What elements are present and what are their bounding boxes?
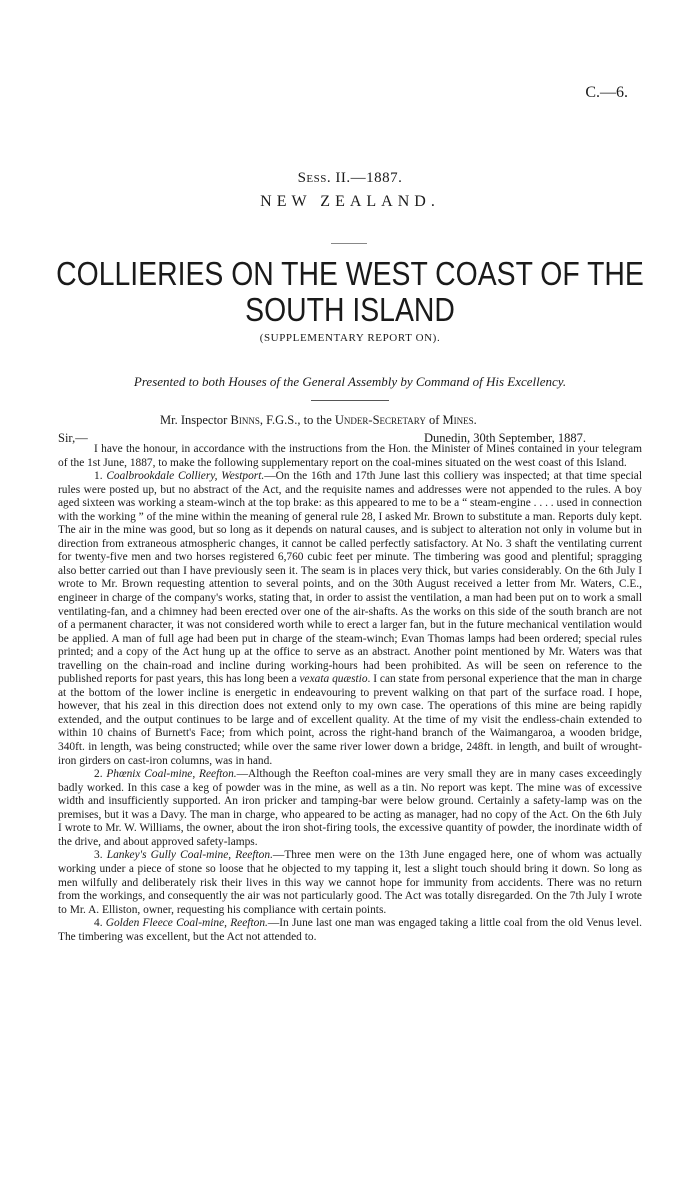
document-title bbox=[49, 256, 651, 328]
paragraph-intro: I have the honour, in accordance with the instructions from the Hon. the Minister of Mines contained in your telegram of the 1st June, 1887, to make the following supplementary report on the coal-mines situated on the west coast of this Island. bbox=[58, 443, 642, 469]
paragraph-text: . I can state from personal experience that the man in charge at the bottom of the lower incline is energetic in endeavouring to prevent walking on that part of the surface road. I hope, however, that his zeal in this direction does not extend only to my own case. The operations of this mine are being rapidly extended, and the output continues to be large and of excellent quality. At the time of my visit the endless-chain extended to within 10 chains of Burnett's Face; from which point, across the right-hand branch of the Waimangaroa, a wooden bridge, 340ft. in length, was being constructed; while over the same river lower down a bridge, 248ft. in length, and built of wrought-iron girders on cast-iron columns, was in hand. bbox=[58, 673, 642, 767]
address-prefix: Mr. Inspector bbox=[160, 413, 231, 427]
address-mid: , F.G.S., to the bbox=[259, 413, 335, 427]
paragraph-1 bbox=[58, 470, 642, 768]
address-of: of bbox=[425, 413, 443, 427]
paragraph-text: —Although the Reefton coal-mines are very small they are in many cases exceedingly badly worked. In this case a keg of powder was in the mine, as well as a tin. No report was kept. The mine was of excessive width and insufficiently supported. An iron pricker and tamping-bar were below ground. Certainly a safety-lamp was on the premises, but it was a Davy. The man in charge, who appeared to be acting as manager, had no copy of the Act. On the 6th July I wrote to Mr. W. Williams, the owner, about the iron shot-firing tools, the excessive quantity of powder, the inordinate width of the drive, and about approved safety-lamps. bbox=[58, 768, 642, 848]
paragraph-text: —In June last one man was engaged taking a little coal from the old Venus level. The timbering was excellent, but the Act not attended to. bbox=[58, 917, 643, 943]
item-number: 2. bbox=[94, 768, 107, 781]
recipient-title: Under-Secretary bbox=[334, 413, 426, 427]
latin-phrase: vexata quæstio bbox=[299, 673, 368, 686]
item-number: 1. bbox=[94, 470, 107, 483]
title-line-1: COLLIERIES ON THE WEST COAST OF THE bbox=[56, 255, 644, 292]
session-line: Sess. II.—1887. bbox=[297, 170, 403, 186]
country-line: NEW ZEALAND. bbox=[260, 193, 440, 210]
letter-address-line bbox=[160, 413, 477, 428]
item-number: 4. bbox=[94, 917, 106, 930]
paragraph-3 bbox=[58, 849, 642, 917]
mine-heading: Golden Fleece Coal-mine, Reefton. bbox=[105, 917, 268, 930]
paragraph-2 bbox=[58, 768, 642, 849]
title-line-2: SOUTH ISLAND bbox=[245, 291, 455, 328]
sender-name: Binns bbox=[230, 413, 260, 427]
mine-heading: Lankey's Gully Coal-mine, Reefton. bbox=[106, 849, 273, 862]
presented-line: Presented to both Houses of the General Assembly by Command of His Excellency. bbox=[133, 374, 567, 389]
mine-heading: Coalbrookdale Colliery, Westport. bbox=[106, 470, 265, 483]
document-subtitle: (SUPPLEMENTARY REPORT ON). bbox=[259, 332, 441, 344]
paragraph-text: —On the 16th and 17th June last this colliery was inspected; at that time special rules were posted up, but no abstract of the Act, and the requisite names and addresses were not appended to the rules. A boy aged sixteen was working a steam-winch at the top brake: as this appeared to me to be a “ steam-engine . . . . used in connection with the working ” of the mine within the meaning of general rule 28, I asked Mr. Brown to substitute a man. Reports duly kept. The air in the mine was good, but so long as it depends on natural causes, and is subject to alteration not only in volume but in direction from extraneous atmospheric changes, it cannot be called perfectly satisfactory. At No. 3 shaft the ventilating current for twenty-five men and two horses registered 6,760 cubic feet per minute. The timbering was good and plentiful; spragging also better carried out than I have previously seen it. The seam is in places very thick, but varies considerably. On the 6th July I wrote to Mr. Brown requesting attention to several points, and on the 30th August received a letter from Mr. Waters, C.E., engineer in charge of the company's works, stating that, in order to assist the ventilation, a man had been put on to work a small ventilating-fan, and a chimney had been erected over one of the air-shafts. As the works on this side of the south branch are not of a permanent character, it was not considered worth while to erect a larger fan, but in the future mechanical ventilation would be applied. A man of full age had been put in charge of the steam-winch; Evan Thomas lamps had been ordered; special rules printed; and a copy of the Act hung up at the office to serve as an abstract. Another point mentioned by Mr. Waters was that travelling on the chain-road and incline during working-hours had been prohibited. As will be seen on reference to the published reports for past years, this has long been a bbox=[58, 470, 643, 686]
salutation: Sir,— bbox=[58, 431, 88, 445]
item-number: 3. bbox=[94, 849, 107, 862]
paragraph-4 bbox=[58, 917, 642, 944]
recipient-department: Mines bbox=[442, 413, 474, 427]
letter-body bbox=[58, 443, 642, 944]
mine-heading: Phœnix Coal-mine, Reefton. bbox=[106, 768, 237, 781]
paragraph-text: —Three men were on the 13th June engaged here, one of whom was actually working under a piece of stone so loose that he objected to my tapping it, lest a slight touch should bring it down. So long as men wilfully and deliberately risk their lives in this way we cannot hope for immunity from accidents. There was no return from the workings, and consequently the air was not particularly good. The Act was totally disregarded. On the 7th July I wrote to Mr. A. Elliston, owner, requesting his compliance with certain points. bbox=[58, 849, 642, 916]
divider-rule bbox=[331, 243, 367, 244]
address-end: . bbox=[473, 413, 477, 427]
divider-rule bbox=[311, 400, 389, 401]
parliamentary-paper-reference: C.—6. bbox=[585, 84, 628, 101]
place-date: Dunedin, 30th September, 1887. bbox=[424, 431, 586, 445]
